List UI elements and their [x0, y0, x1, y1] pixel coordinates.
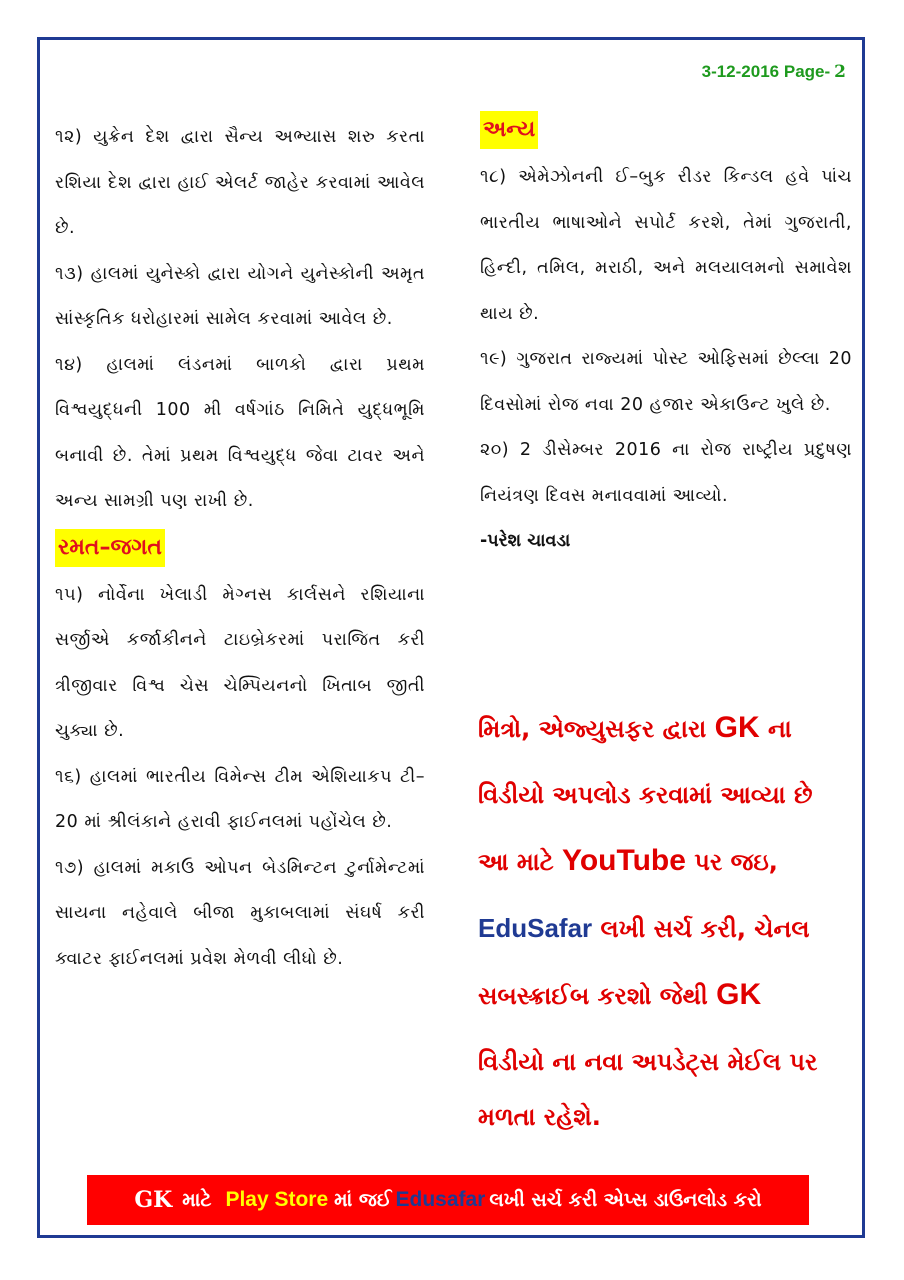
promo-text: મિત્રો, એજ્યુસફર દ્વારા	[478, 715, 707, 743]
promo-line-4	[478, 895, 858, 962]
section-heading-other: અન્ય	[480, 111, 538, 149]
banner-text: લખી સર્ચ કરી એપ્સ ડાઉનલોડ કરો	[489, 1189, 762, 1211]
promo-line-6: વિડીયો ના નવા અપડેટ્સ મેઈલ પર	[478, 1048, 818, 1076]
banner-text: માટે	[182, 1189, 212, 1211]
promo-text: ના	[768, 715, 792, 743]
section-heading-sports: રમત–જગત	[55, 529, 165, 567]
promo-line-7: મળતા રહેશે.	[478, 1103, 601, 1131]
header-date: 3-12-2016	[701, 62, 780, 81]
news-item-17: ૧૭) હાલમાં મકાઉ ઓપન બેડમિન્ટન ટુર્નામેન્ટમાં સાયના નહેવાલે બીજા મુકાબલામાં સંઘર્ષ કરી ક્વાટર ફાઈનલમાં પ્રવેશ મેળવી લીધો છે.	[55, 857, 425, 969]
news-item-19: ૧૯) ગુજરાત રાજ્યમાં પોસ્ટ ઓફિસમાં છેલ્લા 20 દિવસોમાં રોજ નવા 20 હજાર એકાઉન્ટ ખુલે છે.	[480, 349, 852, 415]
news-item-15: ૧૫) નોર્વેના ખેલાડી મેગ્નસ કાર્લસને રશિયાના સર્જીએ કર્જાકીનને ટાઇબ્રેકરમાં પરાજિત કરી ત્રીજીવાર વિશ્વ ચેસ ચેમ્પિયનનો ખિતાબ જીતી ચુક્યા છે.	[55, 584, 425, 741]
promo-line-1	[478, 695, 858, 762]
banner-brand: Edusafar	[395, 1188, 486, 1211]
promo-line-2: વિડીયો અપલોડ કરવામાં આવ્યા છે	[478, 781, 813, 809]
promo-text: સબસ્ક્રાઈબ કરશો જેથી	[478, 982, 708, 1010]
header-page-number: 2	[834, 62, 846, 82]
author-signature: -પરેશ ચાવડા	[480, 531, 571, 551]
news-item-12: ૧૨) યુક્રેન દેશ દ્વારા સૈન્ય અભ્યાસ શરુ કરતા રશિયા દેશ દ્વારા હાઈ એલર્ટ જાહેર કરવામાં આવેલ છે.	[55, 127, 425, 238]
banner-gk: GK	[134, 1187, 173, 1213]
promo-gk: GK	[716, 978, 762, 1011]
header-page-label: Page-	[783, 62, 831, 81]
promo-brand: EduSafar	[478, 913, 593, 943]
promo-text: પર જઇ,	[694, 848, 778, 876]
news-item-14: ૧૪) હાલમાં લંડનમાં બાળકો દ્વારા પ્રથમ વિશ્વયુદ્ધની 100 મી વર્ષગાંઠ નિમિતે યુદ્ધભૂમિ બનાવી છે. તેમાં પ્રથમ વિશ્વયુદ્ધ જેવા ટાવર અને અન્ય સામગ્રી પણ રાખી છે.	[55, 354, 425, 511]
news-item-13: ૧૩) હાલમાં યુનેસ્કો દ્વારા યોગને યુનેસ્કોની અમૃત સાંસ્કૃતિક ધરોહારમાં સામેલ કરવામાં આવેલ છે.	[55, 263, 425, 329]
promo-gk: GK	[714, 711, 760, 744]
news-item-20: ૨૦) 2 ડીસેમ્બર 2016 ના રોજ રાષ્ટ્રીય પ્રદુષણ નિયંત્રણ દિવસ મનાવવામાં આવ્યો.	[480, 440, 852, 506]
promo-line-3	[478, 828, 858, 895]
banner-play-store: Play Store	[225, 1188, 329, 1211]
app-download-banner	[87, 1175, 809, 1225]
right-column	[480, 115, 852, 564]
promo-text: લખી સર્ચ કરી, ચેનલ	[600, 915, 810, 943]
promo-block	[478, 695, 858, 1139]
banner-text: માં જઈ	[334, 1189, 392, 1211]
left-column	[55, 115, 425, 982]
news-item-18: ૧૮) એમેઝોનની ઈ–બુક રીડર કિન્ડલ હવે પાંચ ભારતીય ભાષાઓને સપોર્ટ કરશે, તેમાં ગુજરાતી, હિન્દી, તમિલ, મરાઠી, અને મલયાલમનો સમાવેશ થાય છે.	[480, 167, 852, 324]
news-item-16: ૧૬) હાલમાં ભારતીય વિમેન્સ ટીમ એશિયાકપ ટી–20 માં શ્રીલંકાને હરાવી ફાઈનલમાં પહોંચેલ છે.	[55, 766, 425, 832]
page-header	[702, 62, 846, 82]
promo-text: આ માટે	[478, 848, 554, 876]
promo-youtube: YouTube	[562, 844, 686, 877]
promo-line-5	[478, 962, 858, 1029]
